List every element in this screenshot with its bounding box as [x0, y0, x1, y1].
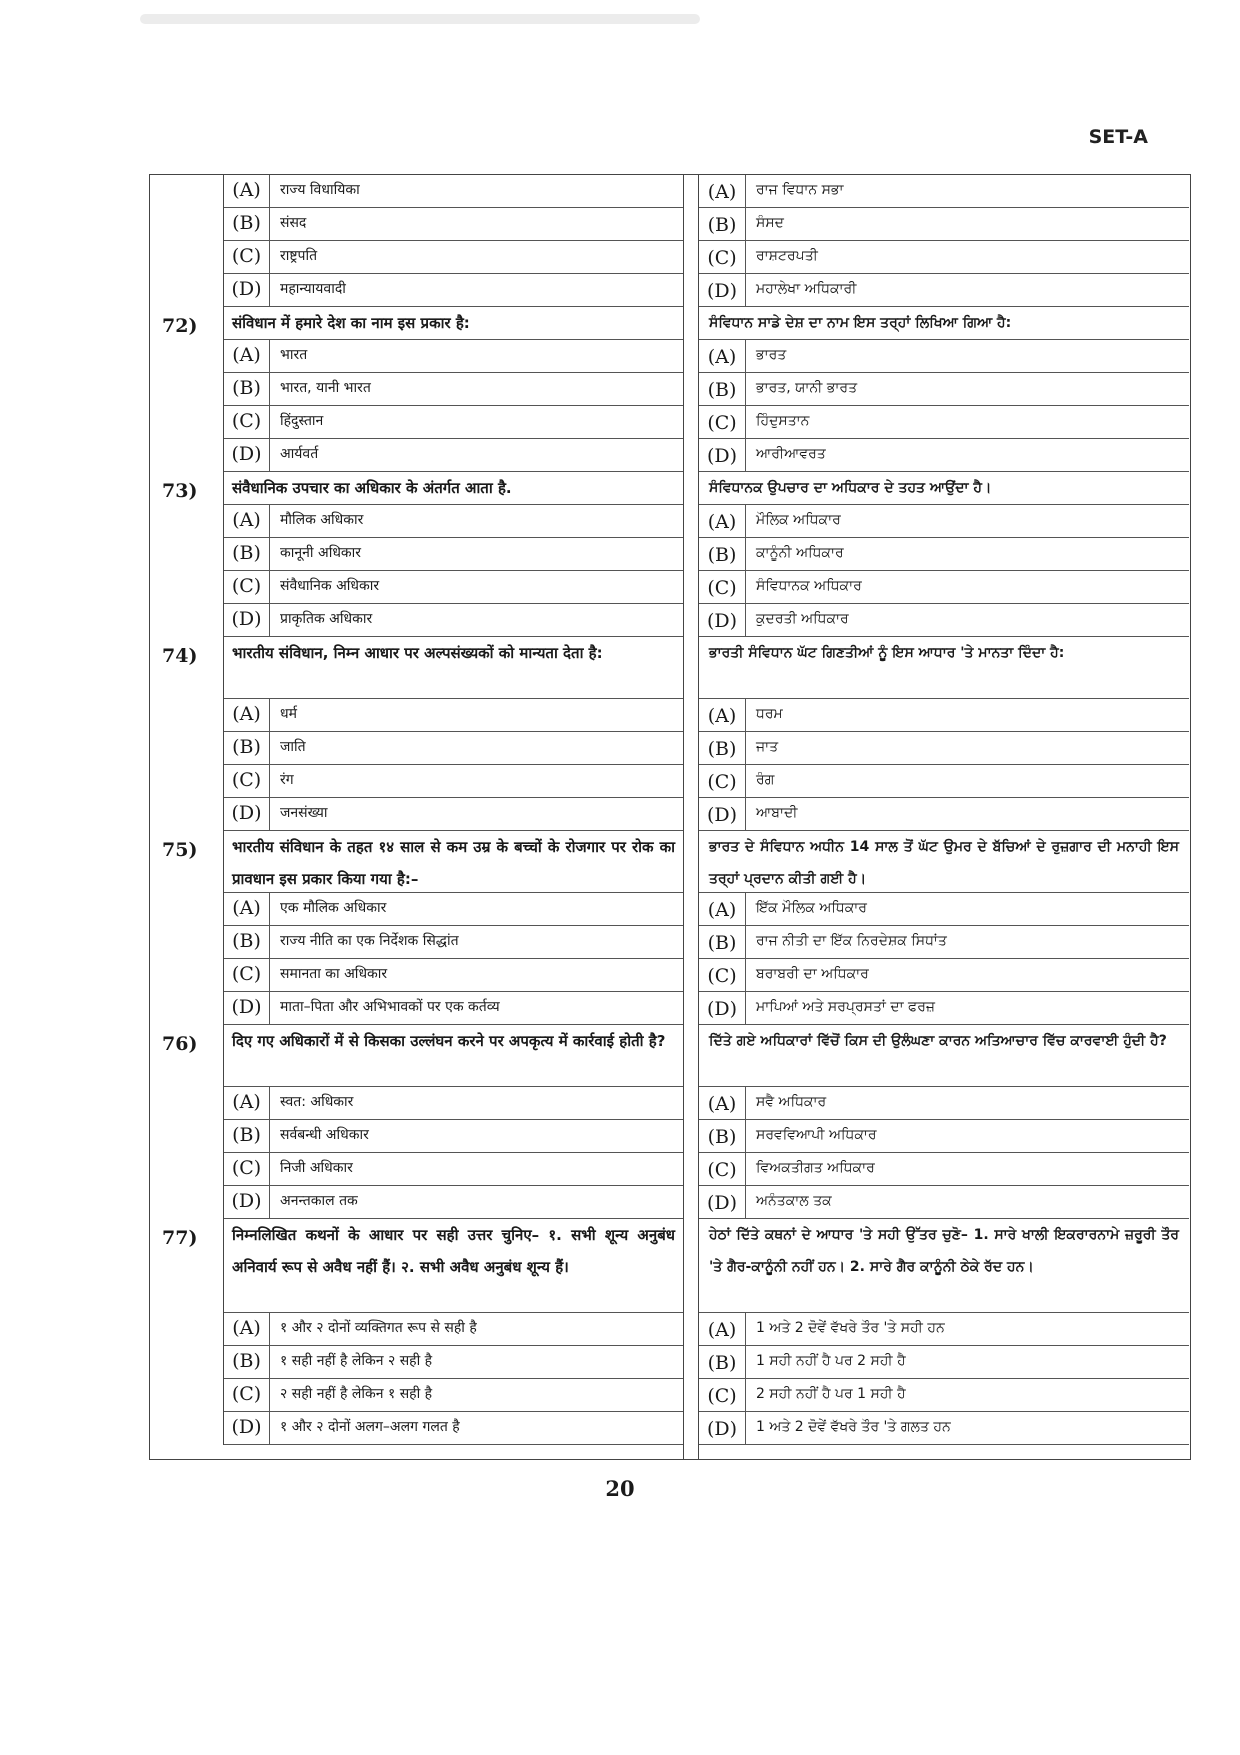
option-row	[699, 699, 1189, 732]
option-row	[150, 959, 683, 992]
option-text: राष्ट्रपति	[270, 241, 683, 274]
option-label: (D)	[224, 274, 270, 307]
number-column-cell	[150, 208, 224, 241]
question-number: 73)	[150, 472, 224, 505]
option-text: राज्य विधायिका	[270, 175, 683, 208]
number-column-cell	[150, 1186, 224, 1219]
option-text: 1 ਅਤੇ 2 ਦੋਵੇਂ ਵੱਖਰੇ ਤੌਰ 'ਤੇ ਗਲਤ ਹਨ	[746, 1412, 1189, 1445]
option-row	[150, 274, 683, 307]
option-label: (C)	[699, 406, 746, 439]
option-text: अनन्तकाल तक	[270, 1186, 683, 1219]
option-label: (D)	[224, 798, 270, 831]
question-row	[150, 831, 683, 893]
option-label: (B)	[224, 732, 270, 765]
option-text: 1 ਅਤੇ 2 ਦੋਵੇਂ ਵੱਖਰੇ ਤੌਰ 'ਤੇ ਸਹੀ ਹਨ	[746, 1313, 1189, 1346]
number-column-cell	[150, 765, 224, 798]
option-label: (C)	[224, 959, 270, 992]
option-text: माता–पिता और अभिभावकों पर एक कर्तव्य	[270, 992, 683, 1025]
option-row	[699, 505, 1189, 538]
option-label: (C)	[224, 1153, 270, 1186]
option-label: (D)	[699, 992, 746, 1025]
option-row	[150, 732, 683, 765]
question-text: संविधान में हमारे देश का नाम इस प्रकार है:	[224, 307, 683, 340]
number-column-cell	[150, 699, 224, 732]
option-row	[150, 1412, 683, 1445]
option-text: स्वत: अधिकार	[270, 1087, 683, 1120]
option-text: १ और २ दोनों अलग–अलग गलत है	[270, 1412, 683, 1445]
option-text: १ और २ दोनों व्यक्तिगत रूप से सही है	[270, 1313, 683, 1346]
option-label: (D)	[224, 439, 270, 472]
option-row	[699, 959, 1189, 992]
option-row	[699, 571, 1189, 604]
page-number: 20	[605, 1476, 635, 1501]
number-column-cell	[150, 1087, 224, 1120]
option-text: जाति	[270, 732, 683, 765]
option-label: (D)	[224, 992, 270, 1025]
option-row	[699, 1346, 1189, 1379]
option-row	[150, 571, 683, 604]
option-text: ਸੰਸਦ	[746, 208, 1189, 241]
option-text: ਕਾਨੂੰਨੀ ਅਧਿਕਾਰ	[746, 538, 1189, 571]
question-sheet	[149, 174, 1191, 1460]
option-label: (A)	[224, 699, 270, 732]
option-text: संवैधानिक अधिकार	[270, 571, 683, 604]
option-text: ਭਾਰਤ	[746, 340, 1189, 373]
option-text: ਵਿਅਕਤੀਗਤ ਅਧਿਕਾਰ	[746, 1153, 1189, 1186]
question-text: ਭਾਰਤੀ ਸੰਵਿਧਾਨ ਘੱਟ ਗਿਣਤੀਆਂ ਨੂੰ ਇਸ ਆਧਾਰ 'ਤੇ ਮਾਨਤਾ ਦਿੰਦਾ ਹੈ:	[699, 637, 1189, 699]
question-text: ਸੰਵਿਧਾਨ ਸਾਡੇ ਦੇਸ਼ ਦਾ ਨਾਮ ਇਸ ਤਰ੍ਹਾਂ ਲਿਖਿਆ ਗਿਆ ਹੈ:	[699, 307, 1189, 340]
number-column-cell	[150, 538, 224, 571]
option-row	[699, 1153, 1189, 1186]
option-row	[699, 1313, 1189, 1346]
option-text: जनसंख्या	[270, 798, 683, 831]
option-label: (B)	[224, 208, 270, 241]
option-label: (B)	[699, 732, 746, 765]
option-label: (D)	[699, 439, 746, 472]
option-label: (B)	[224, 926, 270, 959]
option-text: रंग	[270, 765, 683, 798]
option-label: (B)	[224, 1346, 270, 1379]
option-text: ਰੰਗ	[746, 765, 1189, 798]
question-number: 76)	[150, 1025, 224, 1087]
number-column-cell	[150, 1379, 224, 1412]
number-column-cell	[150, 175, 224, 208]
option-text: ਰਾਜ ਨੀਤੀ ਦਾ ਇੱਕ ਨਿਰਦੇਸ਼ਕ ਸਿਧਾਂਤ	[746, 926, 1189, 959]
number-column-cell	[150, 959, 224, 992]
number-column-cell	[150, 926, 224, 959]
option-row	[150, 798, 683, 831]
option-label: (A)	[224, 340, 270, 373]
option-text: ਆਬਾਦੀ	[746, 798, 1189, 831]
option-row	[699, 732, 1189, 765]
option-text: भारत	[270, 340, 683, 373]
option-row	[699, 604, 1189, 637]
option-row	[150, 992, 683, 1025]
number-column-cell	[150, 1153, 224, 1186]
question-text: संवैधानिक उपचार का अधिकार के अंतर्गत आता है.	[224, 472, 683, 505]
option-text: धर्म	[270, 699, 683, 732]
option-row	[699, 893, 1189, 926]
number-column-cell	[150, 340, 224, 373]
option-label: (D)	[699, 798, 746, 831]
option-row	[699, 373, 1189, 406]
option-text: ਧਰਮ	[746, 699, 1189, 732]
question-number: 75)	[150, 831, 224, 893]
option-row	[699, 765, 1189, 798]
option-row	[699, 340, 1189, 373]
option-label: (D)	[699, 1412, 746, 1445]
option-text: ਇੱਕ ਮੌਲਿਕ ਅਧਿਕਾਰ	[746, 893, 1189, 926]
option-label: (C)	[224, 571, 270, 604]
option-label: (D)	[699, 604, 746, 637]
option-row	[150, 1153, 683, 1186]
option-text: संसद	[270, 208, 683, 241]
number-column-cell	[150, 274, 224, 307]
option-label: (B)	[224, 1120, 270, 1153]
number-column-cell	[150, 439, 224, 472]
option-label: (B)	[699, 373, 746, 406]
question-row	[150, 1219, 683, 1313]
option-text: कानूनी अधिकार	[270, 538, 683, 571]
option-row	[150, 1120, 683, 1153]
question-text: ਭਾਰਤ ਦੇ ਸੰਵਿਧਾਨ ਅਧੀਨ 14 ਸਾਲ ਤੋਂ ਘੱਟ ਉਮਰ ਦੇ ਬੱਚਿਆਂ ਦੇ ਰੁਜ਼ਗਾਰ ਦੀ ਮਨਾਹੀ ਇਸ ਤਰ੍ਹਾਂ ਪ੍ਰਦਾਨ ਕੀਤੀ ਗਈ ਹੈ।	[699, 831, 1189, 893]
option-text: ਮਹਾਲੇਖਾ ਅਧਿਕਾਰੀ	[746, 274, 1189, 307]
option-label: (A)	[224, 1087, 270, 1120]
option-label: (A)	[699, 175, 746, 208]
option-text: ਸੰਵਿਧਾਨਕ ਅਧਿਕਾਰ	[746, 571, 1189, 604]
option-row	[699, 538, 1189, 571]
option-row	[150, 604, 683, 637]
option-row	[150, 241, 683, 274]
question-row	[150, 637, 683, 699]
question-number: 77)	[150, 1219, 224, 1313]
number-column-cell	[150, 604, 224, 637]
question-row	[699, 637, 1189, 699]
option-row	[699, 1412, 1189, 1445]
option-label: (C)	[699, 959, 746, 992]
option-row	[150, 699, 683, 732]
option-label: (B)	[224, 538, 270, 571]
option-row	[150, 1346, 683, 1379]
option-row	[699, 1087, 1189, 1120]
option-label: (D)	[699, 274, 746, 307]
option-text: मौलिक अधिकार	[270, 505, 683, 538]
number-column-cell	[150, 1346, 224, 1379]
option-text: ਭਾਰਤ, ਯਾਨੀ ਭਾਰਤ	[746, 373, 1189, 406]
question-text: ਸੰਵਿਧਾਨਕ ਉਪਚਾਰ ਦਾ ਅਧਿਕਾਰ ਦੇ ਤਹਤ ਆਉਂਦਾ ਹੈ।	[699, 472, 1189, 505]
option-label: (A)	[699, 699, 746, 732]
option-row	[699, 406, 1189, 439]
option-text: ਕੁਦਰਤੀ ਅਧਿਕਾਰ	[746, 604, 1189, 637]
option-row	[699, 439, 1189, 472]
option-label: (D)	[699, 1186, 746, 1219]
option-text: सर्वबन्धी अधिकार	[270, 1120, 683, 1153]
option-label: (B)	[699, 926, 746, 959]
number-column-cell	[150, 798, 224, 831]
hindi-column	[150, 175, 684, 1459]
option-row	[699, 175, 1189, 208]
option-text: ਸਰਵਵਿਆਪੀ ਅਧਿਕਾਰ	[746, 1120, 1189, 1153]
option-row	[699, 241, 1189, 274]
option-label: (B)	[224, 373, 270, 406]
option-text: ਆਰੀਆਵਰਤ	[746, 439, 1189, 472]
number-column-cell	[150, 373, 224, 406]
option-label: (D)	[224, 1412, 270, 1445]
option-text: 2 ਸਹੀ ਨਹੀਂ ਹੈ ਪਰ 1 ਸਹੀ ਹੈ	[746, 1379, 1189, 1412]
scan-smudge	[140, 14, 700, 24]
question-row	[699, 1219, 1189, 1313]
option-row	[150, 1313, 683, 1346]
option-text: ਮੌਲਿਕ ਅਧਿਕਾਰ	[746, 505, 1189, 538]
option-row	[699, 208, 1189, 241]
option-label: (C)	[699, 1153, 746, 1186]
option-row	[150, 1186, 683, 1219]
option-text: ਅਨੰਤਕਾਲ ਤਕ	[746, 1186, 1189, 1219]
option-label: (C)	[224, 406, 270, 439]
question-text: निम्नलिखित कथनों के आधार पर सही उत्तर चुनिए– १. सभी शून्य अनुबंध अनिवार्य रूप से अवैध नहीं हैं। २. सभी अवैध अनुबंध शून्य हैं।	[224, 1219, 683, 1313]
option-text: ਰਾਸ਼ਟਰਪਤੀ	[746, 241, 1189, 274]
option-text: आर्यवर्त	[270, 439, 683, 472]
number-column-cell	[150, 992, 224, 1025]
option-row	[150, 208, 683, 241]
option-label: (A)	[699, 505, 746, 538]
question-text: ਦਿੱਤੇ ਗਏ ਅਧਿਕਾਰਾਂ ਵਿੱਚੋਂ ਕਿਸ ਦੀ ਉਲੰਘਣਾ ਕਾਰਨ ਅਤਿਆਚਾਰ ਵਿੱਚ ਕਾਰਵਾਈ ਹੁੰਦੀ ਹੈ?	[699, 1025, 1189, 1087]
option-row	[150, 175, 683, 208]
question-number: 72)	[150, 307, 224, 340]
option-row	[699, 798, 1189, 831]
option-row	[699, 274, 1189, 307]
question-row	[150, 472, 683, 505]
question-text: ਹੇਠਾਂ ਦਿੱਤੇ ਕਥਨਾਂ ਦੇ ਆਧਾਰ 'ਤੇ ਸਹੀ ਉੱਤਰ ਚੁਣੋ– 1. ਸਾਰੇ ਖਾਲੀ ਇਕਰਾਰਨਾਮੇ ਜ਼ਰੂਰੀ ਤੌਰ 'ਤੇ ਗੈਰ-ਕਾਨੂੰਨੀ ਨਹੀਂ ਹਨ। 2. ਸਾਰੇ ਗੈਰ ਕਾਨੂੰਨੀ ਠੇਕੇ ਰੱਦ ਹਨ।	[699, 1219, 1189, 1313]
option-row	[699, 1379, 1189, 1412]
option-row	[150, 406, 683, 439]
option-text: ਬਰਾਬਰੀ ਦਾ ਅਧਿਕਾਰ	[746, 959, 1189, 992]
question-text: भारतीय संविधान के तहत १४ साल से कम उम्र के बच्चों के रोजगार पर रोक का प्रावधान इस प्रकार किया गया है:–	[224, 831, 683, 893]
question-row	[150, 1025, 683, 1087]
option-text: महान्यायवादी	[270, 274, 683, 307]
option-text: ਰਾਜ ਵਿਧਾਨ ਸਭਾ	[746, 175, 1189, 208]
option-text: प्राकृतिक अधिकार	[270, 604, 683, 637]
punjabi-column	[698, 175, 1189, 1459]
question-row	[699, 831, 1189, 893]
number-column-cell	[150, 406, 224, 439]
option-label: (A)	[224, 893, 270, 926]
option-text: २ सही नहीं है लेकिन १ सही है	[270, 1379, 683, 1412]
number-column-cell	[150, 505, 224, 538]
number-column-cell	[150, 1120, 224, 1153]
question-row	[150, 307, 683, 340]
question-row	[699, 472, 1189, 505]
option-row	[699, 926, 1189, 959]
option-text: समानता का अधिकार	[270, 959, 683, 992]
option-row	[150, 505, 683, 538]
question-row	[699, 307, 1189, 340]
option-row	[150, 893, 683, 926]
option-row	[150, 1379, 683, 1412]
option-label: (A)	[224, 505, 270, 538]
number-column-cell	[150, 732, 224, 765]
option-text: एक मौलिक अधिकार	[270, 893, 683, 926]
number-column-cell	[150, 893, 224, 926]
option-label: (A)	[699, 340, 746, 373]
option-row	[699, 992, 1189, 1025]
number-column-cell	[150, 571, 224, 604]
option-row	[150, 439, 683, 472]
number-column-cell	[150, 1313, 224, 1346]
option-label: (C)	[699, 1379, 746, 1412]
option-label: (D)	[224, 1186, 270, 1219]
option-text: भारत, यानी भारत	[270, 373, 683, 406]
option-text: ਜਾਤ	[746, 732, 1189, 765]
option-row	[699, 1186, 1189, 1219]
option-label: (D)	[224, 604, 270, 637]
option-text: राज्य नीति का एक निर्देशक सिद्धांत	[270, 926, 683, 959]
question-text: दिए गए अधिकारों में से किसका उल्लंघन करने पर अपकृत्य में कार्रवाई होती है?	[224, 1025, 683, 1087]
option-text: ਮਾਪਿਆਂ ਅਤੇ ਸਰਪ੍ਰਸਤਾਂ ਦਾ ਫਰਜ਼	[746, 992, 1189, 1025]
option-text: निजी अधिकार	[270, 1153, 683, 1186]
option-row	[150, 1087, 683, 1120]
option-label: (C)	[224, 765, 270, 798]
option-label: (C)	[699, 765, 746, 798]
option-label: (B)	[699, 1120, 746, 1153]
option-row	[150, 926, 683, 959]
option-label: (B)	[699, 538, 746, 571]
question-number: 74)	[150, 637, 224, 699]
option-label: (C)	[224, 1379, 270, 1412]
option-row	[150, 373, 683, 406]
option-text: १ सही नहीं है लेकिन २ सही है	[270, 1346, 683, 1379]
option-label: (C)	[699, 241, 746, 274]
question-row	[699, 1025, 1189, 1087]
option-label: (C)	[699, 571, 746, 604]
option-label: (A)	[224, 1313, 270, 1346]
number-column-cell	[150, 241, 224, 274]
option-text: 1 ਸਹੀ ਨਹੀਂ ਹੈ ਪਰ 2 ਸਹੀ ਹੈ	[746, 1346, 1189, 1379]
option-label: (A)	[699, 893, 746, 926]
option-label: (C)	[224, 241, 270, 274]
option-text: हिंदुस्तान	[270, 406, 683, 439]
question-text: भारतीय संविधान, निम्न आधार पर अल्पसंख्यकों को मान्यता देता है:	[224, 637, 683, 699]
option-label: (B)	[699, 1346, 746, 1379]
option-text: ਸਵੈ ਅਧਿਕਾਰ	[746, 1087, 1189, 1120]
option-label: (A)	[224, 175, 270, 208]
option-row	[150, 340, 683, 373]
option-text: ਹਿੰਦੁਸਤਾਨ	[746, 406, 1189, 439]
option-label: (A)	[699, 1313, 746, 1346]
option-row	[150, 765, 683, 798]
set-label: SET-A	[1088, 126, 1148, 148]
number-column-cell	[150, 1412, 224, 1445]
option-label: (A)	[699, 1087, 746, 1120]
option-row	[150, 538, 683, 571]
option-row	[699, 1120, 1189, 1153]
option-label: (B)	[699, 208, 746, 241]
